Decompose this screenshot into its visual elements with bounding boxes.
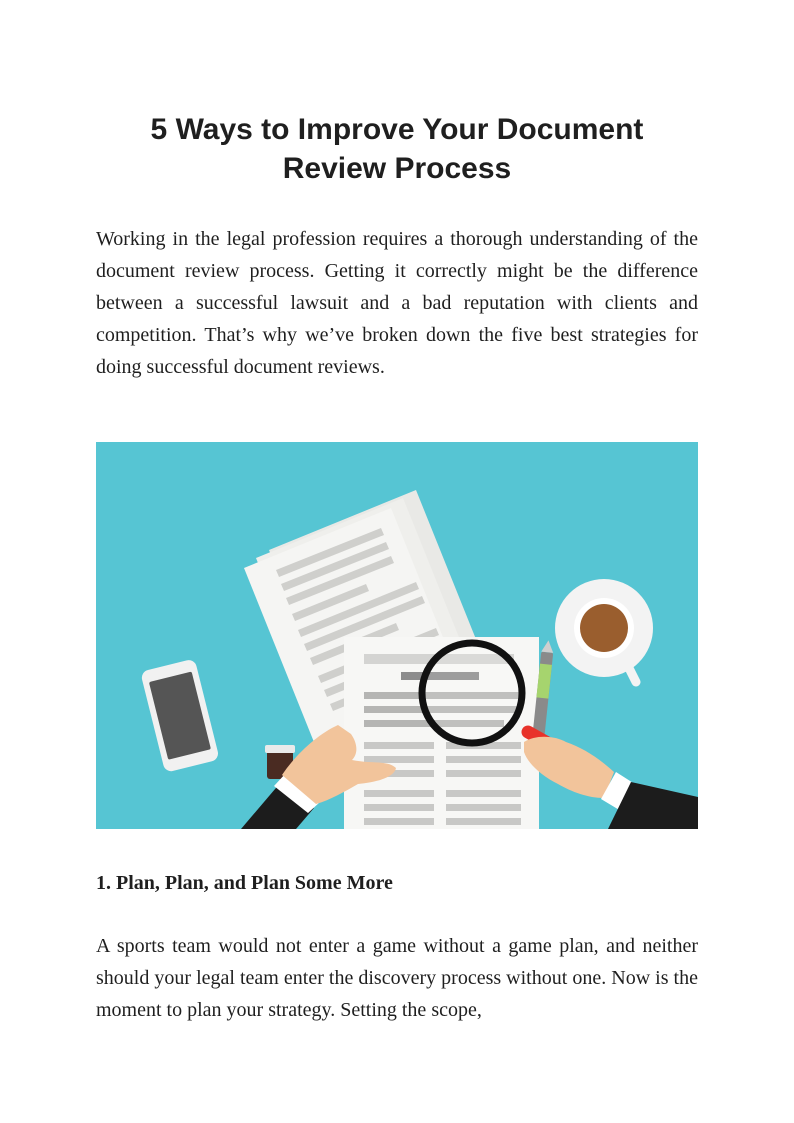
section-paragraph: A sports team would not enter a game without a game plan, and neither should your legal team enter the discovery process without one. Now is the moment to plan your strategy. Setting the scope, [96,935,698,1021]
document-review-illustration [96,442,698,829]
section-heading: 1. Plan, Plan, and Plan Some More [96,872,393,894]
intro-paragraph: Working in the legal profession requires a thorough understanding of the document review process. Getting it correctly might be the difference between a successful lawsuit and a bad reputation with clients and competition. That’s why we’ve broken down the five best strategies for doing successful document reviews. [96,228,698,378]
page-title: 5 Ways to Improve Your Document Review Process [150,113,644,185]
